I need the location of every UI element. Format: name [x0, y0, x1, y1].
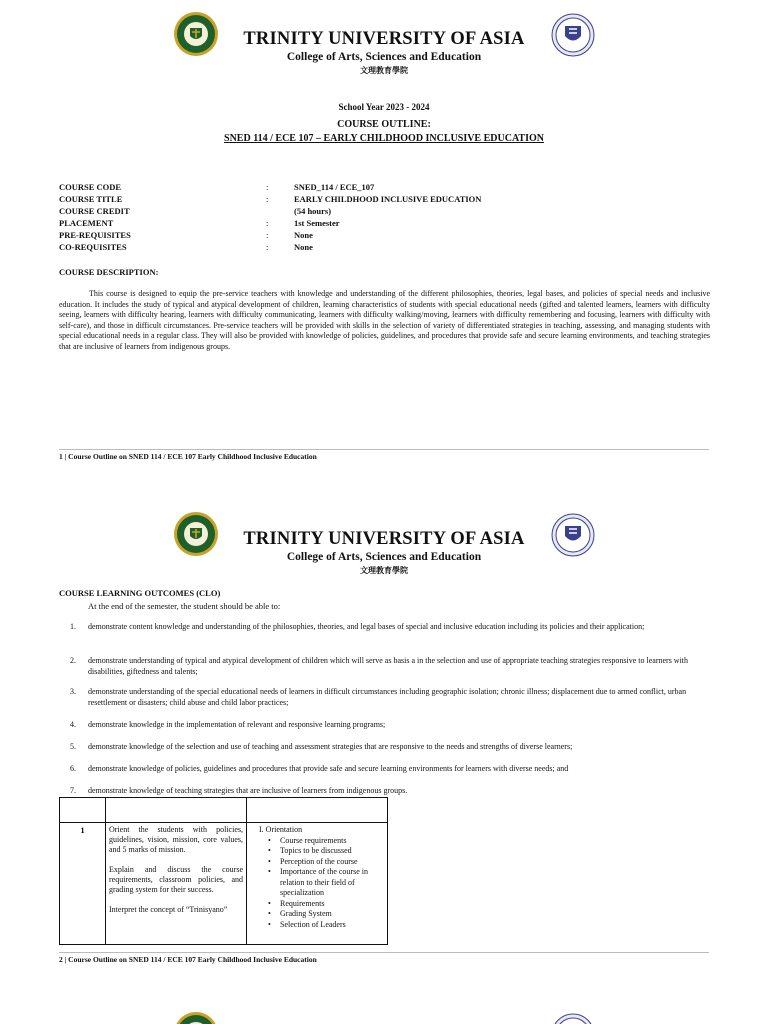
outcome-text: demonstrate knowledge of policies, guidelines and procedures that provide safe and secure learning environments for learners with diverse needs; and	[88, 764, 569, 773]
outcome-number: 5.	[70, 742, 76, 751]
list-item: • Topics to be discussed	[268, 846, 387, 857]
college-crest-logo	[551, 13, 595, 57]
info-value: SNED_114 / ECE_107	[294, 182, 375, 192]
outline-subtitle: SNED 114 / ECE 107 – EARLY CHILDHOOD INCLUSIVE EDUCATION	[224, 133, 544, 144]
info-colon: :	[266, 182, 269, 192]
table-divider	[60, 822, 387, 823]
clo-heading: COURSE LEARNING OUTCOMES (CLO)	[59, 588, 221, 598]
university-seal-logo	[173, 1011, 219, 1024]
info-colon: :	[266, 230, 269, 240]
page-header	[0, 500, 768, 590]
info-row-co-requisites	[59, 241, 709, 253]
objectives-cell	[109, 825, 243, 925]
outcome-text: demonstrate knowledge in the implementation of relevant and responsive learning programs;	[88, 720, 386, 729]
outcome-text: demonstrate knowledge of the selection and use of teaching and assessment strategies that are responsive to the needs and strengths of diverse learners;	[88, 742, 573, 751]
college-name-chinese: 文理教育學院	[360, 66, 408, 75]
info-row-course-code	[59, 181, 709, 193]
info-colon: :	[266, 194, 269, 204]
course-info-table	[59, 181, 709, 253]
info-value: None	[294, 230, 313, 240]
list-item	[70, 622, 710, 633]
college-crest-logo	[551, 1013, 595, 1024]
topic-heading: I. Orientation	[259, 825, 303, 834]
outcome-number: 4.	[70, 720, 76, 729]
outcome-text: demonstrate understanding of the special educational needs of learners in difficult circumstances including geographic isolation; chronic illness; displacement due to armed conflict, urban resettlement or disasters; child abuse and child labor practices;	[88, 687, 687, 707]
info-colon: :	[266, 218, 269, 228]
info-row-course-title	[59, 193, 709, 205]
page-header	[0, 0, 768, 90]
school-year: School Year 2023 - 2024	[338, 102, 430, 112]
college-name-chinese: 文理教育學院	[360, 566, 408, 575]
outcome-number: 3.	[70, 687, 76, 696]
course-plan-table	[59, 797, 388, 945]
university-name: TRINITY UNIVERSITY OF ASIA	[243, 29, 525, 49]
info-row-pre-requisites	[59, 229, 709, 241]
outcome-text: demonstrate knowledge of teaching strategies that are inclusive of learners from indigenous groups.	[88, 786, 408, 795]
outcome-text: demonstrate understanding of typical and atypical development of children which will serve as basis a in the selection and use of appropriate teaching strategies responsive to learners with disabilities, giftedness and talents;	[88, 656, 689, 676]
college-name: College of Arts, Sciences and Education	[286, 551, 482, 563]
outcome-number: 1.	[70, 622, 76, 631]
table-divider	[105, 798, 106, 944]
page-footer: 1 | Course Outline on SNED 114 / ECE 107 Early Childhood Inclusive Education	[59, 449, 709, 461]
page-footer: 2 | Course Outline on SNED 114 / ECE 107 Early Childhood Inclusive Education	[59, 952, 709, 964]
info-value: 1st Semester	[294, 218, 340, 228]
info-value: (54 hours)	[294, 206, 332, 216]
table-divider	[246, 798, 247, 944]
info-value: None	[294, 242, 313, 252]
course-description: This course is designed to equip the pre-service teachers with knowledge and understanding of the different philosophies, theories, legal bases, and policies of special needs and inclusive education. It includes the study of typical and atypical development of children, learning characteristics of students with special educational needs (gifted and talented learners, learners with difficulty seeing, learners with difficulty hearing, learners with difficulty communicating, learners with difficulty walking/moving, learners with difficulty remembering and focusing, learners with difficulty with self-care), and those in difficult circumstances. Pre-service teachers will be provided with skills in the selection of variety of differentiated strategies in teaching, assessing, and managing students with special educational needs in a regular class. They will also be provided with knowledge of policies, guidelines, and procedures that provide safe and secure learning environments, and teaching strategies that are inclusive of learners from indigenous groups.	[59, 289, 710, 351]
list-item	[70, 720, 710, 731]
info-key: COURSE CODE	[59, 182, 122, 192]
list-item: • Selection of Leaders	[268, 920, 387, 931]
objective-text: Explain and discuss the course requirements, classroom policies, and grading system for their success.	[109, 865, 243, 894]
info-row-placement	[59, 217, 709, 229]
week-cell: 1	[80, 825, 85, 835]
outcome-number: 2.	[70, 656, 76, 665]
page-1	[0, 0, 768, 470]
objective-text: Orient the students with policies, guidelines, vision, mission, core values, and 5 marks of mission.	[109, 825, 243, 854]
list-item: • Course requirements	[268, 836, 387, 847]
university-name: TRINITY UNIVERSITY OF ASIA	[243, 529, 525, 549]
info-key: COURSE TITLE	[59, 194, 123, 204]
description-heading: COURSE DESCRIPTION:	[59, 267, 159, 277]
page-header	[0, 1000, 768, 1024]
info-key: COURSE CREDIT	[59, 206, 130, 216]
list-item	[70, 687, 710, 708]
list-item: • Importance of the course in relation to their field of specialization	[268, 867, 387, 899]
info-key: CO-REQUISITES	[59, 242, 127, 252]
info-key: PLACEMENT	[59, 218, 114, 228]
list-item	[70, 786, 710, 797]
outcome-number: 7.	[70, 786, 76, 795]
page-2	[0, 500, 768, 970]
info-value: EARLY CHILDHOOD INCLUSIVE EDUCATION	[294, 194, 482, 204]
info-row-course-credit	[59, 205, 709, 217]
clo-intro: At the end of the semester, the student should be able to:	[88, 601, 281, 611]
info-key: PRE-REQUISITES	[59, 230, 131, 240]
info-colon: :	[266, 242, 269, 252]
list-item: • Requirements	[268, 899, 387, 910]
list-item	[70, 764, 710, 775]
outcome-number: 6.	[70, 764, 76, 773]
outline-title: COURSE OUTLINE:	[337, 119, 431, 130]
list-item	[70, 742, 710, 753]
list-item: • Perception of the course	[268, 857, 387, 868]
page-3	[0, 1000, 768, 1024]
list-item	[70, 656, 710, 677]
topic-list	[268, 836, 387, 931]
outcome-text: demonstrate content knowledge and understanding of the philosophies, theories, and legal bases of special and inclusive education including its policies and their application;	[88, 622, 645, 631]
objective-text: Interpret the concept of “Trinisyano”	[109, 905, 228, 914]
info-colon	[266, 205, 294, 217]
topics-cell	[259, 825, 387, 930]
college-name: College of Arts, Sciences and Education	[286, 51, 482, 63]
college-crest-logo	[551, 513, 595, 557]
list-item: • Grading System	[268, 909, 387, 920]
